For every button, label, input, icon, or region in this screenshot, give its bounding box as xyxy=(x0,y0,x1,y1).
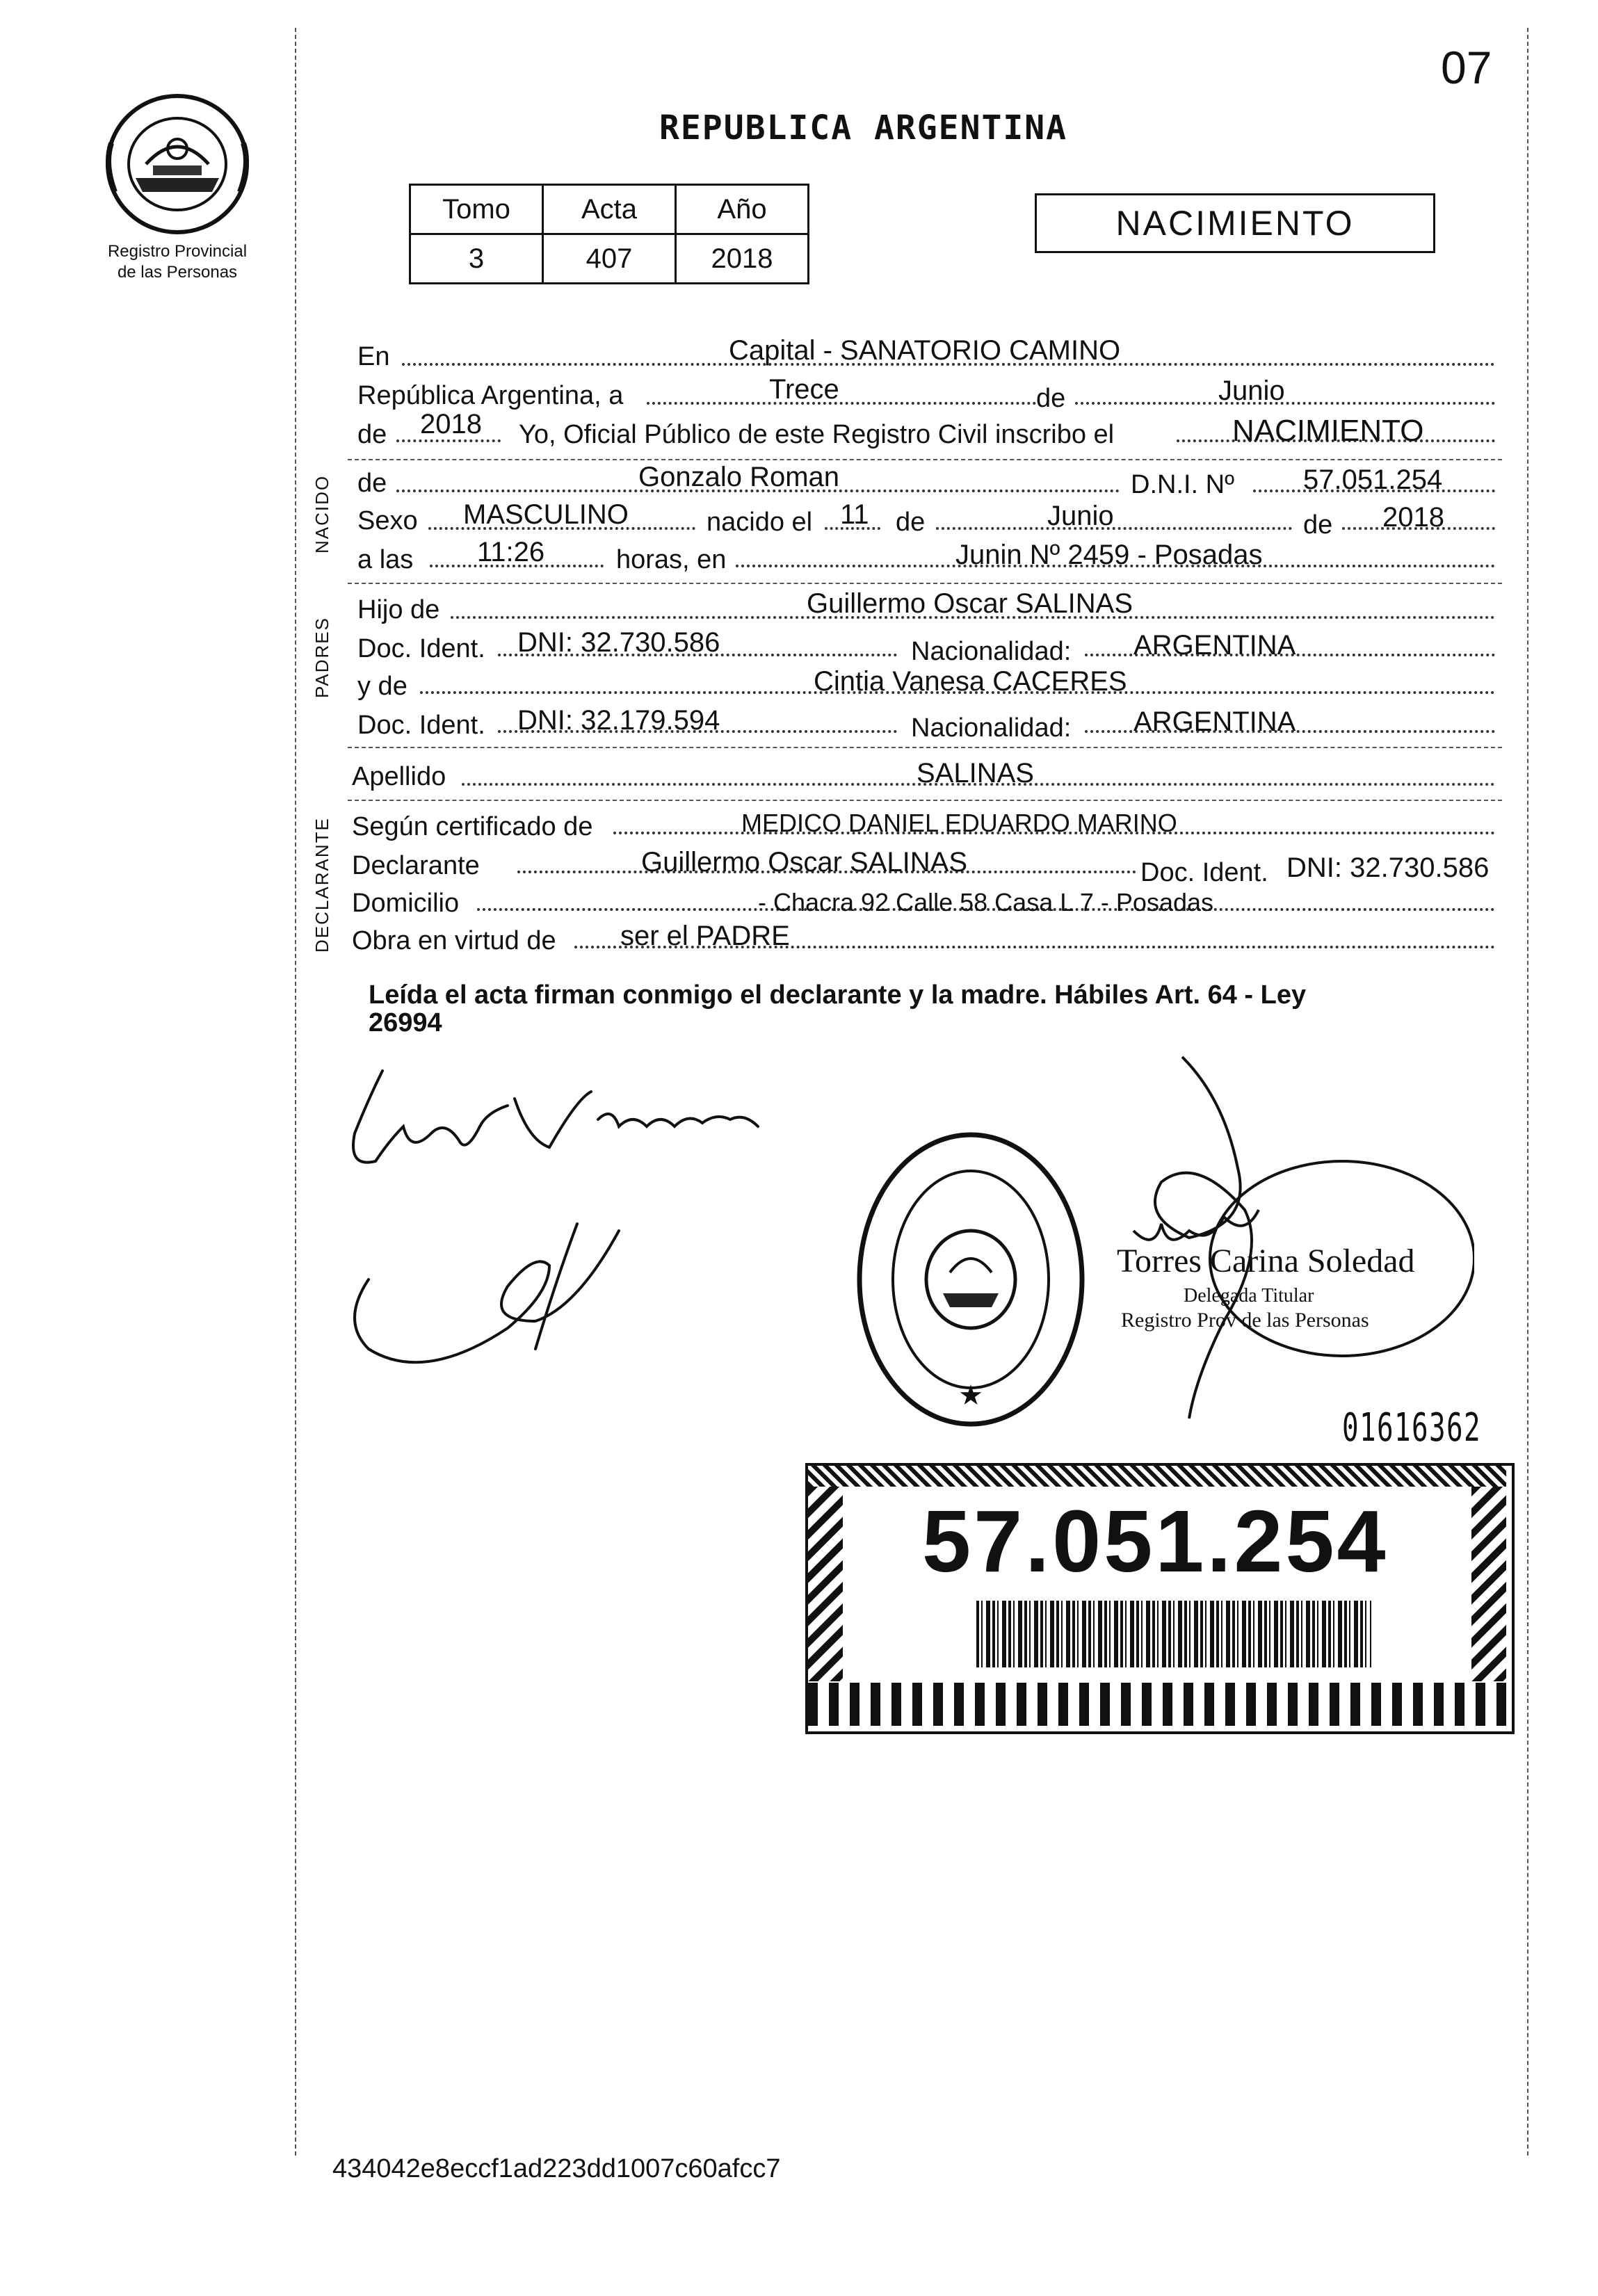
svg-text:★: ★ xyxy=(958,1380,983,1411)
decl-doc-label: Doc. Ident. xyxy=(1140,858,1268,887)
nacido-label: nacido el xyxy=(707,508,813,537)
birth-month-dots xyxy=(936,527,1292,530)
month-word: Junio xyxy=(1218,375,1285,406)
record-type-box: NACIMIENTO xyxy=(1035,193,1435,253)
segun-label: Según certificado de xyxy=(352,812,593,841)
alas-label: a las xyxy=(357,545,414,574)
official-name: Torres Carina Soledad xyxy=(1117,1243,1415,1279)
side-label-nacido: NACIDO xyxy=(312,474,332,553)
father-doc: DNI: 32.730.586 xyxy=(517,627,720,658)
dni-label: D.N.I. Nº xyxy=(1131,470,1234,499)
province-emblem xyxy=(97,88,257,241)
mother-name: Cintia Vanesa CACERES xyxy=(814,666,1127,697)
de-name-label: de xyxy=(357,469,387,498)
de-year-label: de xyxy=(357,420,387,449)
declarant-signatures xyxy=(327,1057,828,1377)
tomo-value: 3 xyxy=(410,234,543,284)
acta-value: 407 xyxy=(543,234,676,284)
official-office: Registro Prov de las Personas xyxy=(1121,1309,1369,1332)
horas-label: horas, en xyxy=(616,545,727,574)
domicilio-label: Domicilio xyxy=(352,889,460,918)
en-label: En xyxy=(357,342,390,371)
closing-line2: 26994 xyxy=(369,1008,442,1037)
yde-label: y de xyxy=(357,672,407,701)
side-label-declarante: DECLARANTE xyxy=(312,817,332,953)
en-value: Capital - SANATORIO CAMINO xyxy=(729,335,1121,366)
serial-number: 01616362 xyxy=(1342,1405,1482,1450)
official-role: Delegada Titular xyxy=(1184,1285,1314,1307)
mother-doc: DNI: 32.179.594 xyxy=(517,705,720,736)
section-divider-1 xyxy=(348,459,1502,460)
hijo-label: Hijo de xyxy=(357,595,440,624)
declarante-label: Declarante xyxy=(352,851,480,880)
father-name: Guillermo Oscar SALINAS xyxy=(807,588,1133,619)
obra-value: ser el PADRE xyxy=(620,921,790,951)
right-margin-line xyxy=(1527,28,1528,2156)
section-divider-4 xyxy=(348,800,1502,801)
obra-label: Obra en virtud de xyxy=(352,926,556,955)
section-divider-2 xyxy=(348,583,1502,584)
certificado-value: MEDICO DANIEL EDUARDO MARINO xyxy=(741,809,1177,837)
official-stamp xyxy=(853,1126,1089,1432)
republica-label: República Argentina, a xyxy=(357,381,624,410)
sexo-label: Sexo xyxy=(357,506,418,535)
year-dots xyxy=(396,439,501,442)
birth-de1-label: de xyxy=(896,508,926,537)
birth-month: Junio xyxy=(1047,501,1114,531)
birth-day: 11 xyxy=(840,499,869,530)
dni-barcode xyxy=(976,1601,1371,1667)
de-label: de xyxy=(1036,384,1066,413)
mother-nationality: ARGENTINA xyxy=(1133,706,1296,737)
side-label-padres: PADRES xyxy=(312,617,332,698)
anio-header: Año xyxy=(676,185,809,234)
birth-de2-label: de xyxy=(1303,510,1333,540)
dni-barcode-label xyxy=(805,1463,1515,1734)
domicilio-value: - Chacra 92 Calle 58 Casa L 7 - Posadas xyxy=(758,888,1214,916)
birth-time: 11:26 xyxy=(477,537,545,567)
country-title: REPUBLICA ARGENTINA xyxy=(659,108,1068,147)
birth-year: 2018 xyxy=(1382,502,1444,533)
left-margin-line xyxy=(295,28,296,2156)
official-signature xyxy=(1085,1043,1474,1432)
year: 2018 xyxy=(420,409,482,439)
label-bottom-pattern xyxy=(808,1683,1506,1726)
child-name: Gonzalo Roman xyxy=(638,462,840,492)
section-divider-3 xyxy=(348,747,1502,748)
father-doc-label: Doc. Ident. xyxy=(357,634,485,663)
registry-name-line1: Registro Provincial xyxy=(107,242,248,261)
sexo-value: MASCULINO xyxy=(463,499,629,530)
father-nationality: ARGENTINA xyxy=(1133,630,1296,661)
apellido-value: SALINAS xyxy=(917,758,1034,789)
acta-table xyxy=(409,184,809,284)
footer-hash: 434042e8eccf1ad223dd1007c60afcc7 xyxy=(332,2154,781,2183)
day-dots xyxy=(647,402,1036,405)
day-word: Trece xyxy=(769,374,839,405)
month-dots xyxy=(1075,402,1495,405)
inscribo-value: NACIMIENTO xyxy=(1232,414,1424,448)
inscribo-text: Yo, Oficial Público de este Registro Civil inscribo el xyxy=(519,420,1115,449)
child-dni: 57.051.254 xyxy=(1303,464,1443,495)
closing-line1: Leída el acta firman conmigo el declarante y la madre. Hábiles Art. 64 - Ley xyxy=(369,980,1307,1010)
mother-nat-label: Nacionalidad: xyxy=(911,713,1072,743)
label-left-pattern xyxy=(808,1487,843,1681)
decl-doc-value: DNI: 32.730.586 xyxy=(1286,852,1490,883)
mother-doc-label: Doc. Ident. xyxy=(357,711,485,740)
label-right-pattern xyxy=(1471,1487,1506,1681)
apellido-label: Apellido xyxy=(352,762,446,791)
birth-place: Junin Nº 2459 - Posadas xyxy=(955,540,1263,570)
declarante-value: Guillermo Oscar SALINAS xyxy=(641,847,968,878)
tomo-header: Tomo xyxy=(410,185,543,234)
dni-label-number: 57.051.254 xyxy=(922,1492,1389,1590)
page-number: 07 xyxy=(1441,42,1492,93)
acta-header: Acta xyxy=(543,185,676,234)
registry-name-line2: de las Personas xyxy=(117,263,238,282)
label-top-pattern xyxy=(808,1466,1506,1487)
anio-value: 2018 xyxy=(676,234,809,284)
father-nat-label: Nacionalidad: xyxy=(911,637,1072,666)
